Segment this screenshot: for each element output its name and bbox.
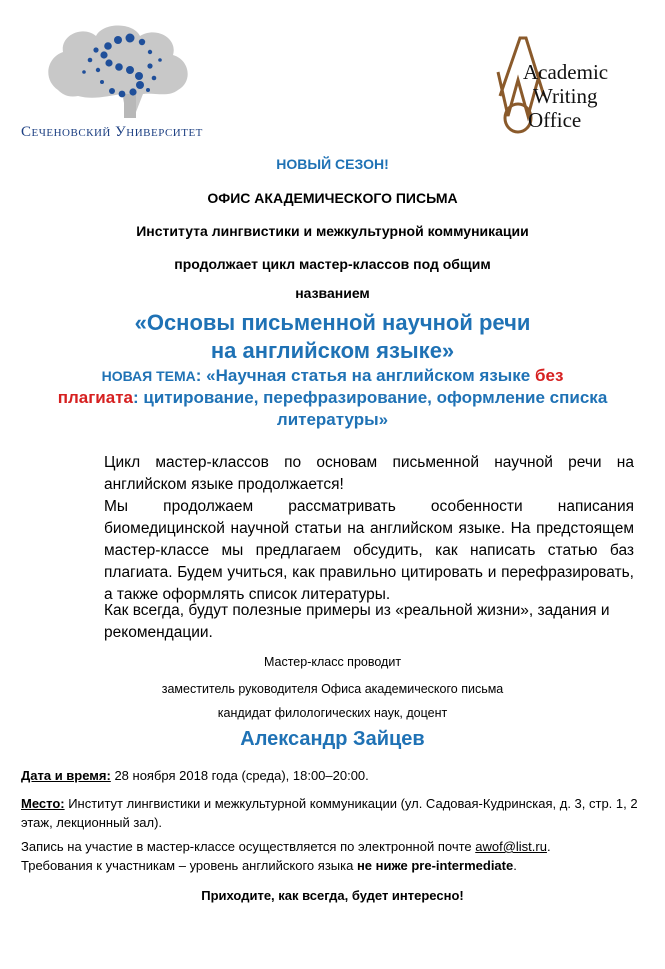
place-value: Институт лингвистики и межкультурной коммуникации (ул. Садовая-Кудринская, д. 3, стр. 1, 2 этаж, лекционный зал).: [21, 796, 638, 830]
named-heading: названием: [295, 285, 370, 301]
course-title-line2: на английском языке»: [210, 338, 455, 363]
continues-heading: продолжает цикл мастер-классов под общим: [174, 256, 491, 272]
registration-end: .: [546, 839, 551, 854]
topic-red-2: плагиата: [57, 388, 133, 407]
topic-part-2: цитирование, перефразирование, оформление списка литературы»: [138, 388, 608, 429]
requirements-text: Требования к участникам – уровень английского языка: [21, 858, 357, 873]
new-topic-label: НОВАЯ ТЕМА: [101, 368, 196, 384]
intro-paragraph: [104, 452, 634, 606]
date-line: [21, 766, 641, 785]
date-label: Дата и время:: [21, 768, 111, 783]
speaker-degree: кандидат филологических наук, доцент: [217, 706, 448, 720]
requirements-end: .: [513, 858, 517, 873]
examples-paragraph: Как всегда, будут полезные примеры из «реальной жизни», задания и рекомендации.: [104, 602, 610, 641]
topic-colon-2: :: [133, 388, 139, 407]
office-heading: ОФИС АКАДЕМИЧЕСКОГО ПИСЬМА: [207, 190, 458, 206]
institute-heading: Института лингвистики и межкультурной коммуникации: [136, 223, 529, 239]
course-title-line1: «Основы письменной научной речи: [134, 310, 531, 335]
requirements-line: [21, 856, 641, 875]
closing-line: Приходите, как всегда, будет интересно!: [201, 888, 464, 903]
requirements-level: не ниже pre-intermediate: [356, 858, 514, 873]
awo-logo: [496, 36, 646, 136]
topic-part-1: «Научная статья на английском языке: [201, 366, 535, 385]
topic-red-1: без: [534, 366, 564, 385]
registration-text: Запись на участие в мастер-классе осуществляется по электронной почте: [21, 839, 476, 854]
description-paragraph: Мы продолжаем рассматривать особенности написания биомедицинской научной статьи на английском языке. На предстоящем мастер-классе мы предлагаем обсудить, как написать статью баз плагиата. Будем учиться, как правильно цитировать и перефразировать, а также оформлять список литературы.: [104, 498, 634, 603]
awo-line-office: Office: [528, 108, 582, 132]
topic-colon-1: :: [195, 366, 202, 385]
place-line: [21, 794, 641, 832]
date-value: 28 ноября 2018 года (среда), 18:00–20:00.: [110, 768, 369, 783]
speaker-intro: Мастер-класс проводит: [263, 655, 402, 669]
awo-line-writing: Writing: [533, 84, 598, 108]
intro-sentence: Цикл мастер-классов по основам письменной научной речи на английском языке продолжается!: [104, 454, 634, 493]
email-link[interactable]: awof@list.ru: [475, 839, 547, 854]
new-season-heading: НОВЫЙ СЕЗОН!: [276, 156, 389, 172]
speaker-role: заместитель руководителя Офиса академического письма: [161, 682, 504, 696]
place-label: Место:: [21, 796, 65, 811]
registration-block: [21, 837, 641, 875]
registration-line: [21, 837, 641, 856]
sechenov-logo: [18, 20, 228, 145]
speaker-name: Александр Зайцев: [240, 728, 425, 750]
tree-logo-icon: [38, 20, 208, 122]
university-name: Сеченовский Университет: [21, 124, 203, 140]
awo-line-academic: Academic: [523, 60, 609, 84]
new-topic-heading: [20, 365, 645, 431]
course-title: [0, 309, 665, 365]
